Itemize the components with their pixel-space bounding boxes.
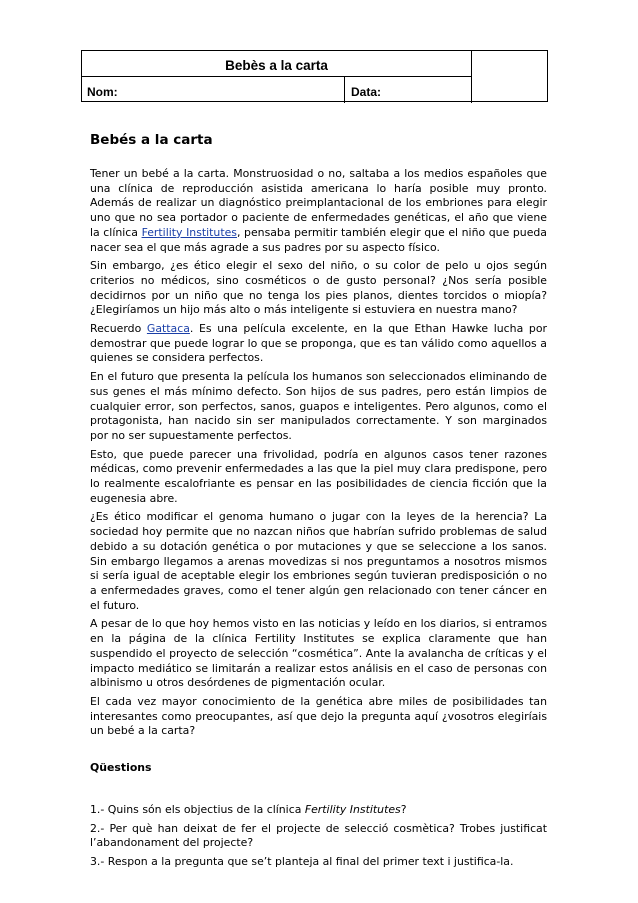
paragraph-3-text-b: . Es una película excelente, en la que Ethan Hawke lucha por demostrar que puede lograr lo que se proponga, que es tan válido como aquellos a quienes se considera perfectos. [90, 322, 547, 365]
name-field-label: Nom: [82, 77, 345, 103]
document-body [90, 131, 547, 874]
question-2: 2.- Per què han deixat de fer el projecte de selecció cosmètica? Trobes justificat l’abandonament del projecte? [90, 821, 547, 850]
header-title: Bebès a la carta [82, 51, 472, 77]
paragraph-4: En el futuro que presenta la película los humanos son seleccionados eliminando de sus genes el más mínimo defecto. Son hijos de sus padres, pero están limpios de cualquier error, son perfectos, sanos, guapos e inteligentes. Pero algunos, como el protagonista, han nacido sin ser manipulados correctamente. Y son marginados por no ser supuestamente perfectos. [90, 370, 547, 442]
date-field-label: Data: [345, 77, 472, 103]
paragraph-6: ¿Es ético modificar el genoma humano o jugar con la leyes de la herencia? La sociedad hoy permite que no nazcan niños que habrían sufrido problemas de salud debido a su dotación genética o por mutaciones y que se seleccione a los sanos. Sin embargo llegamos a arenas movedizas si nos preguntamos a nosotros mismos si sería igual de aceptable elegir los embriones según tuvieran predisposición o no a enfermedades graves, como el tener algún gen relacionado con tener cáncer en el futuro. [90, 510, 547, 612]
question-1 [90, 803, 547, 818]
header-table [81, 50, 548, 102]
paragraph-2: Sin embargo, ¿es ético elegir el sexo del niño, o su color de pelo u ojos según criterios no médicos, sino cosméticos o de gusto personal? ¿Nos sería posible decidirnos por un niño que no tenga los pies planos, dientes torcidos o miopía? ¿Elegiríamos un hijo más alto o más inteligente si estuviera en nuestra mano? [90, 259, 547, 317]
question-1-text-a: 1.- Quins són els objectius de la clínica [90, 803, 305, 817]
paragraph-3-text-a: Recuerdo [90, 322, 147, 336]
paragraph-3 [90, 322, 547, 366]
header-blank-cell [472, 51, 548, 101]
paragraph-1-text-a: Tener un bebé a la carta. Monstruosidad o no, saltaba a los medios españoles que una clínica de reproducción asistida americana lo haría posible muy pronto. Además de realizar un diagnóstico preimplantacional de los embriones para elegir uno que no sea portador o paciente de enfermedades genéticas, el año que viene la clínica [90, 167, 547, 239]
questions-title: Qüestions [90, 761, 152, 775]
paragraph-8: El cada vez mayor conocimiento de la genética abre miles de posibilidades tan interesantes como preocupantes, así que dejo la pregunta aquí ¿vosotros elegiríais un bebé a la carta? [90, 694, 547, 738]
gattaca-link[interactable]: Gattaca [146, 322, 190, 336]
paragraph-1-text-b: , pensaba permitir también elegir que el niño que pueda nacer sea el que más agrade a sus padres por su aspecto físico. [90, 225, 547, 254]
question-1-emphasis: Fertility Institutes [304, 803, 401, 817]
paragraph-7: A pesar de lo que hoy hemos visto en las noticias y leído en los diarios, si entramos en la página de la clínica Fertility Institutes se explica claramente que han suspendido el proyecto de selección “cosmética”. Ante la avalancha de críticas y el impacto mediático se limitarán a realizar estos análisis en el caso de personas con albinismo u otros desórdenes de pigmentación ocular. [90, 617, 547, 690]
paragraph-1 [90, 167, 547, 255]
question-3: 3.- Respon a la pregunta que se’t planteja al final del primer text i justifica-la. [90, 855, 514, 869]
question-1-text-b: ? [400, 803, 407, 817]
fertility-institutes-link[interactable]: Fertility Institutes [141, 225, 237, 239]
article-title: Bebés a la carta [90, 132, 213, 148]
paragraph-5: Esto, que puede parecer una frivolidad, podría en algunos casos tener razones médicas, como prevenir enfermedades a las que la piel muy clara predispone, pero lo realmente escalofriante es pensar en las posibilidades de ciencia ficción que la eugenesia abre. [90, 447, 547, 505]
